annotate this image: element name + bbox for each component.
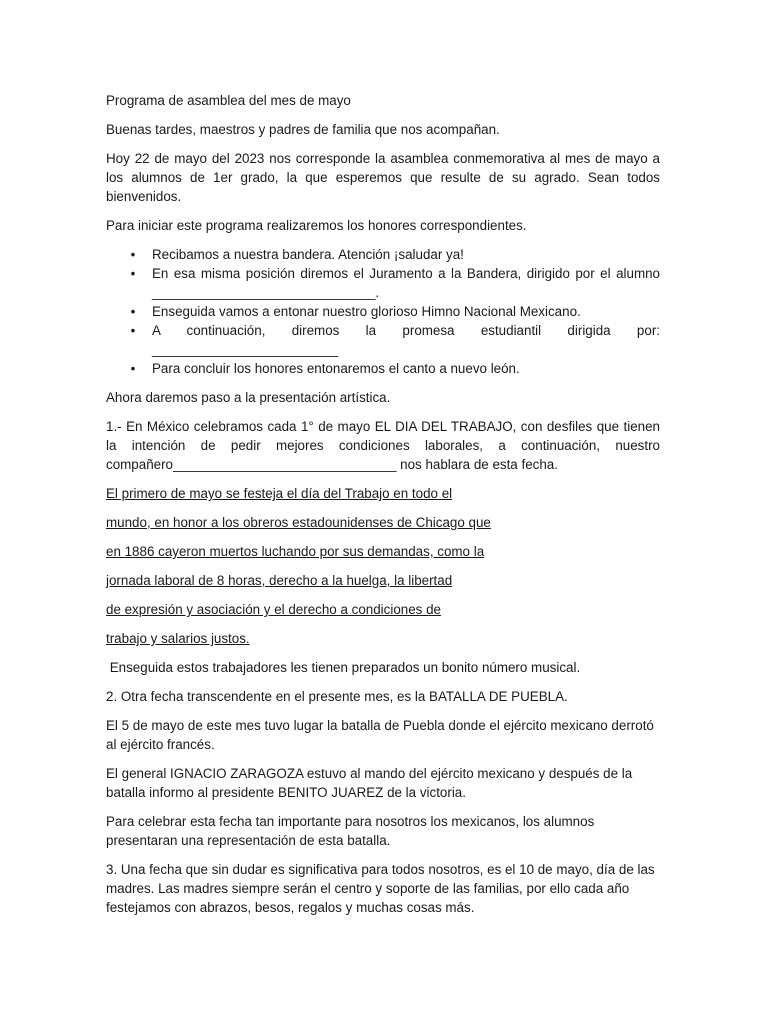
underlined-line: de expresión y asociación y el derecho a condiciones de <box>106 602 441 617</box>
honores-intro-paragraph: Para iniciar este programa realizaremos los honores correspondientes. <box>106 218 527 233</box>
presentation-paragraph: Ahora daremos paso a la presentación artística. <box>106 390 391 405</box>
puebla-paragraph-1: El 5 de mayo de este mes tuvo lugar la batalla de Puebla donde el ejército mexicano derrotó al ejército francés. <box>106 718 654 752</box>
list-item <box>106 321 660 359</box>
intro-paragraph: Hoy 22 de mayo del 2023 nos corresponde la asamblea conmemorativa al mes de mayo a los alumnos de 1er grado, la que esperemos que resulte de su agrado. Sean todos bienvenidos. <box>106 151 660 204</box>
item-2-paragraph: 2. Otra fecha transcendente en el presente mes, es la BATALLA DE PUEBLA. <box>106 689 568 704</box>
greeting-paragraph: Buenas tardes, maestros y padres de familia que nos acompañan. <box>106 122 500 137</box>
underlined-line: El primero de mayo se festeja el día del Trabajo en todo el <box>106 486 453 501</box>
list-item-text: Recibamos a nuestra bandera. Atención ¡saludar ya! <box>152 247 464 262</box>
list-item-text: A continuación, diremos la promesa estudiantil dirigida por: _________________________ <box>152 323 660 357</box>
labor-day-underlined-text <box>106 484 660 648</box>
list-item <box>106 359 660 378</box>
document-title: Programa de asamblea del mes de mayo <box>106 93 351 108</box>
bullet-icon: • <box>130 361 136 376</box>
underlined-line: en 1886 cayeron muertos luchando por sus demandas, como la <box>106 544 485 559</box>
musical-paragraph: Enseguida estos trabajadores les tienen preparados un bonito número musical. <box>106 660 581 675</box>
bullet-icon: • <box>130 323 136 338</box>
puebla-paragraph-3: Para celebrar esta fecha tan importante para nosotros los mexicanos, los alumnos presentaran una representación de esta batalla. <box>106 814 595 848</box>
document-body <box>106 91 660 927</box>
underlined-line: mundo, en honor a los obreros estadounidenses de Chicago que <box>106 515 491 530</box>
honores-list <box>106 245 660 378</box>
bullet-icon: • <box>130 304 136 319</box>
list-item <box>106 245 660 264</box>
bullet-icon: • <box>130 247 136 262</box>
underlined-line: trabajo y salarios justos. <box>106 631 250 646</box>
list-item <box>106 264 660 302</box>
list-item-text: Para concluir los honores entonaremos el canto a nuevo león. <box>152 361 520 376</box>
item-1-paragraph: 1.- En México celebramos cada 1° de mayo EL DIA DEL TRABAJO, con desfiles que tienen la intención de pedir mejores condiciones laborales, a continuación, nuestro compañero______________________________ nos hablara de esta fecha. <box>106 419 660 472</box>
underlined-line: jornada laboral de 8 horas, derecho a la huelga, la libertad <box>106 573 453 588</box>
puebla-paragraph-2: El general IGNACIO ZARAGOZA estuvo al mando del ejército mexicano y después de la batalla informo al presidente BENITO JUAREZ de la victoria. <box>106 766 633 800</box>
item-3-paragraph: 3. Una fecha que sin dudar es significativa para todos nosotros, es el 10 de mayo, día de las madres. Las madres siempre serán el centro y soporte de las familias, por ello cada año festejamos con abrazos, besos, regalos y muchas cosas más. <box>106 862 655 915</box>
list-item-text: En esa misma posición diremos el Juramento a la Bandera, dirigido por el alumno ______________________________. <box>152 266 660 300</box>
bullet-icon: • <box>130 266 136 281</box>
list-item <box>106 302 660 321</box>
list-item-text: Enseguida vamos a entonar nuestro glorioso Himno Nacional Mexicano. <box>152 304 581 319</box>
